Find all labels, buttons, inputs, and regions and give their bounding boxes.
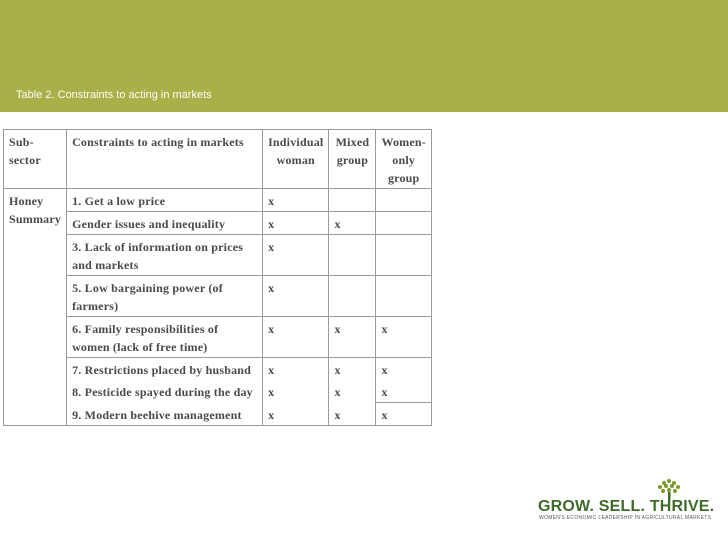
individual-cell: x <box>263 235 329 276</box>
constraint-cell: 1. Get a low price <box>67 189 263 212</box>
mixed-cell <box>329 276 376 317</box>
table-row <box>4 189 432 212</box>
header-women-only-group: Women-only group <box>376 130 432 189</box>
women-only-cell <box>376 235 432 276</box>
table-row <box>4 380 432 403</box>
individual-cell: x <box>263 317 329 358</box>
constraint-cell: 7. Restrictions placed by husband <box>67 358 263 381</box>
mixed-cell <box>329 189 376 212</box>
individual-cell: x <box>263 380 329 403</box>
constraint-cell: 8. Pesticide spayed during the day <box>67 380 263 403</box>
individual-cell: x <box>263 212 329 235</box>
mixed-cell: x <box>329 380 376 403</box>
women-only-cell <box>376 189 432 212</box>
individual-cell: x <box>263 358 329 381</box>
women-only-cell: x <box>376 358 432 381</box>
mixed-cell: x <box>329 403 376 426</box>
header-individual-woman: Individual woman <box>263 130 329 189</box>
constraints-table <box>3 129 432 426</box>
logo-tagline: WOMEN'S ECONOMIC LEADERSHIP IN AGRICULTURAL MARKETS <box>539 515 712 521</box>
header-subsector: Sub-sector <box>4 130 67 189</box>
constraint-cell: 3. Lack of information on prices and markets <box>67 235 263 276</box>
table-row <box>4 317 432 358</box>
table-row <box>4 212 432 235</box>
constraint-cell: Gender issues and inequality <box>67 212 263 235</box>
women-only-cell: x <box>376 403 432 426</box>
mixed-cell: x <box>329 317 376 358</box>
individual-cell: x <box>263 189 329 212</box>
subsector-cell: Honey Summary <box>4 189 67 426</box>
header-constraints: Constraints to acting in markets <box>67 130 263 189</box>
constraint-cell: 5. Low bargaining power (of farmers) <box>67 276 263 317</box>
individual-cell: x <box>263 276 329 317</box>
women-only-cell <box>376 276 432 317</box>
women-only-cell <box>376 212 432 235</box>
table-row <box>4 235 432 276</box>
grow-sell-thrive-logo <box>538 478 715 524</box>
women-only-cell: x <box>376 317 432 358</box>
constraint-cell: 9. Modern beehive management <box>67 403 263 426</box>
women-only-cell: x <box>376 380 432 403</box>
table-row <box>4 403 432 426</box>
header-mixed-group: Mixed group <box>329 130 376 189</box>
table-row <box>4 276 432 317</box>
mixed-cell: x <box>329 212 376 235</box>
table-row <box>4 358 432 381</box>
mixed-cell: x <box>329 358 376 381</box>
logo-wordmark: GROW. SELL. THRIVE. <box>538 498 715 515</box>
table-header-row <box>4 130 432 189</box>
constraint-cell: 6. Family responsibilities of women (lack of free time) <box>67 317 263 358</box>
table-caption: Table 2. Constraints to acting in markets <box>16 89 212 101</box>
individual-cell: x <box>263 403 329 426</box>
mixed-cell <box>329 235 376 276</box>
